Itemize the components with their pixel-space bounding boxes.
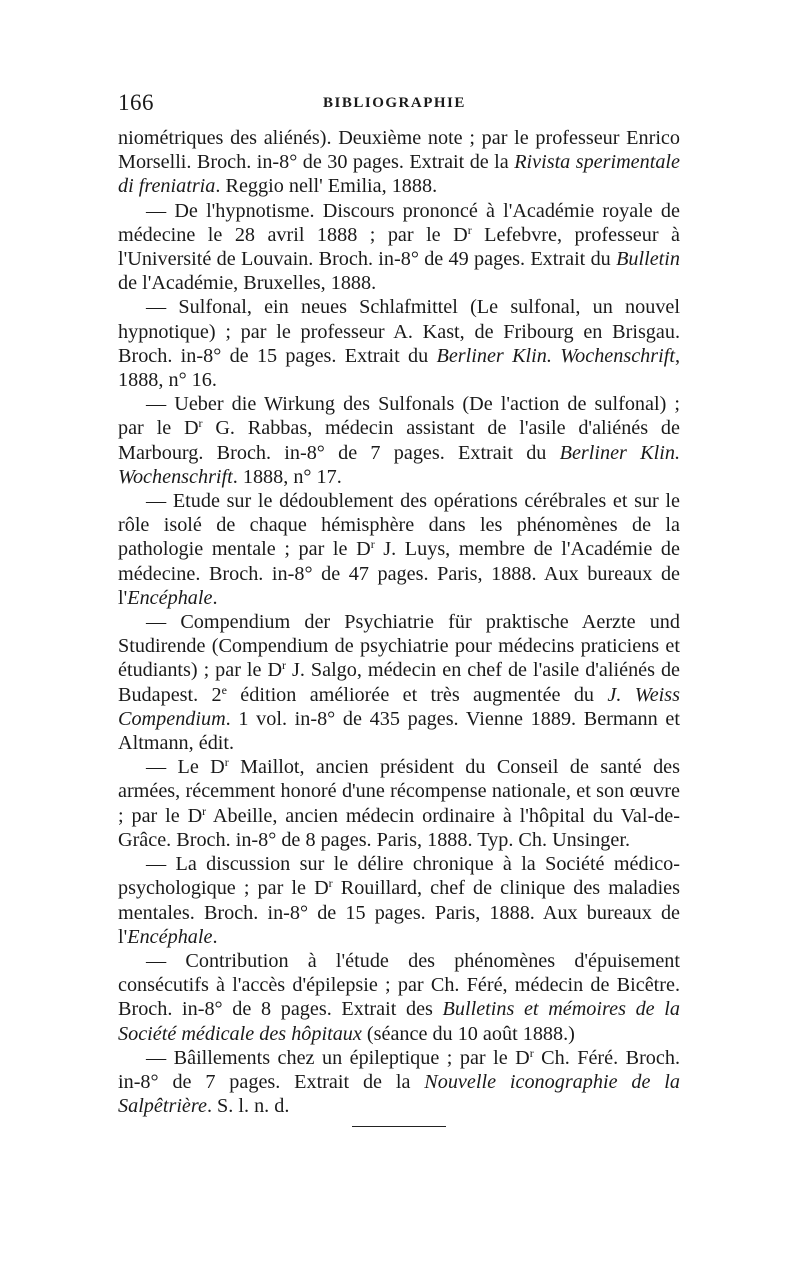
superscript: r: [282, 658, 287, 673]
bibliography-entry: [118, 392, 680, 489]
running-title: BIBLIOGRAPHIE: [323, 95, 466, 111]
superscript: r: [198, 416, 203, 431]
entry-text: . 1888, n° 17.: [232, 465, 342, 488]
entry-text: de l'Académie, Bruxelles, 1888.: [118, 272, 377, 295]
bibliography-entry: [118, 610, 680, 755]
italic-title: Nouvelle iconographie de la Salpêtrière: [118, 1070, 680, 1118]
entry-text: , 1888, n° 16.: [118, 344, 680, 392]
section-end-rule: [352, 1126, 446, 1127]
entry-text: G. Rabbas, médecin assistant de l'asile d'aliénés de Marbourg. Broch. in-8° de 7 pages. Extrait du: [118, 417, 680, 464]
entry-text: — Ueber die Wirkung des Sulfonals (De l'action de sulfonal) ; par le D: [118, 393, 680, 440]
superscript: r: [224, 755, 229, 770]
entry-text: . Reggio nell' Emilia, 1888.: [215, 175, 438, 198]
italic-title: Rivista sperimentale di freniatria: [118, 151, 680, 198]
entry-text: .: [212, 925, 218, 948]
italic-title: Bulletin: [616, 248, 680, 271]
entry-text: — Le D: [146, 756, 225, 779]
entry-text: édition améliorée et très augmentée du: [226, 683, 608, 706]
entry-text: — Sulfonal, ein neues Schlafmittel (Le sulfonal, un nouvel hypnotique) ; par le professeur A. Kast, de Fribourg en Brisgau. Broch. in-8° de 15 pages. Extrait du: [118, 296, 680, 367]
superscript: r: [467, 222, 472, 237]
bibliography-entry: [118, 949, 680, 1046]
bibliography-entry: [118, 199, 680, 296]
italic-title: Encéphale: [127, 925, 213, 948]
bibliography-entry: [118, 489, 680, 610]
bibliography-entries: [118, 126, 680, 1118]
entry-text: J. Luys, membre de l'Académie de médecine. Broch. in-8° de 47 pages. Paris, 1888. Aux bureaux de l': [118, 538, 680, 609]
entry-text: Rouillard, chef de clinique des maladies mentales. Broch. in-8° de 15 pages. Paris, 1888. Aux bureaux de l': [118, 877, 680, 948]
entry-text: — La discussion sur le délire chronique à la Société médico-psychologique ; par le D: [118, 853, 680, 900]
entry-text: — Etude sur le dédoublement des opérations cérébrales et sur le rôle isolé de chaque hémisphère dans les phénomènes de la pathologie mentale ; par le D: [118, 490, 680, 561]
entry-text: — Bâillements chez un épileptique ; par le D: [146, 1046, 530, 1069]
entry-text: niométriques des aliénés). Deuxième note ; par le professeur Enrico Morselli. Broch. in-8° de 30 pages. Extrait de la: [118, 127, 680, 174]
italic-title: Bulletins et mémoires de la Société médicale des hôpitaux: [118, 998, 680, 1045]
superscript: r: [328, 876, 333, 891]
entry-text: Lefebvre, professeur à l'Université de Louvain. Broch. in-8° de 49 pages. Extrait du: [118, 223, 681, 271]
entry-text: .: [212, 586, 218, 609]
entry-text: . S. l. n. d.: [206, 1095, 290, 1118]
entry-text: Ch. Féré. Broch. in-8° de 7 pages. Extrait de la: [118, 1046, 680, 1093]
superscript: r: [202, 803, 207, 818]
page-number: 166: [118, 90, 154, 115]
italic-title: J. Weiss Compendium: [118, 683, 680, 730]
running-head: [118, 90, 678, 118]
bibliography-entry: [118, 295, 680, 392]
italic-title: Berliner Klin. Wochenschrift: [118, 441, 680, 488]
entry-text: J. Salgo, médecin en chef de l'asile d'aliénés de Budapest. 2: [118, 659, 681, 706]
bibliography-entry: [118, 852, 680, 949]
entry-text: . 1 vol. in-8° de 435 pages. Vienne 1889. Bermann et Altmann, édit.: [118, 707, 680, 755]
superscript: r: [529, 1045, 534, 1060]
entry-text: Maillot, ancien président du Conseil de santé des armées, récemment honoré d'une récompense nationale, et son œuvre ; par le D: [118, 756, 680, 827]
italic-title: Encéphale: [127, 586, 213, 609]
entry-text: (séance du 10 août 1888.): [361, 1022, 575, 1045]
italic-title: Berliner Klin. Wochenschrift: [436, 344, 675, 367]
superscript: e: [221, 682, 227, 697]
entry-text: Abeille, ancien médecin ordinaire à l'hôpital du Val-de-Grâce. Broch. in-8° de 8 pages. Paris, 1888. Typ. Ch. Unsinger.: [118, 804, 680, 851]
entry-text: — De l'hypnotisme. Discours prononcé à l'Académie royale de médecine le 28 avril 1888 ; par le D: [118, 199, 680, 246]
entry-text: — Compendium der Psychiatrie für praktische Aerzte und Studirende (Compendium de psychiatrie pour médecins praticiens et étudiants) ; par le D: [118, 611, 680, 682]
bibliography-entry: [118, 1046, 680, 1119]
bibliography-entry: [118, 755, 680, 852]
superscript: r: [370, 537, 375, 552]
bibliography-entry: [118, 126, 680, 199]
entry-text: — Contribution à l'étude des phénomènes d'épuisement consécutifs à l'accès d'épilepsie ; par Ch. Féré, médecin de Bicêtre. Broch. in-8° de 8 pages. Extrait des: [118, 949, 680, 1021]
